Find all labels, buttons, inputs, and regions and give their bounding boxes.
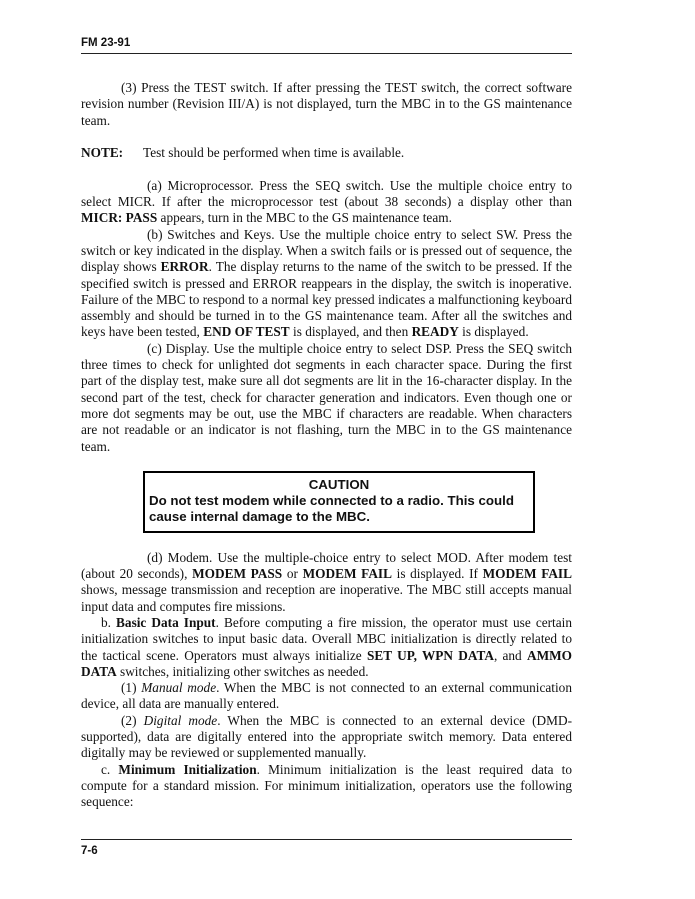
page-body bbox=[81, 80, 572, 810]
display-text-modem-fail-2: MODEM FAIL bbox=[482, 566, 572, 582]
switch-name-ammo-data: AMMO DATA bbox=[81, 647, 573, 679]
display-text-micr-pass: MICR: PASS bbox=[81, 210, 158, 226]
header-rule bbox=[81, 53, 572, 54]
display-text-modem-fail: MODEM FAIL bbox=[302, 566, 392, 582]
switch-names-setup-wpn: SET UP, WPN DATA bbox=[366, 647, 494, 663]
paragraph-3-test-switch: (3) Press the TEST switch. If after pressing the TEST switch, the correct software revision number (Revision III/A) is not displayed, turn the MBC in to the GS maintenance team. bbox=[81, 80, 572, 128]
note-label: NOTE: bbox=[81, 145, 124, 161]
paragraph-d-modem: (d) Modem. Use the multiple-choice entry to select MOD. After modem test (about 20 seconds), MODEM PASS or MODEM FAIL is displayed. If MODEM FAIL shows, message transmission and reception are inoperative. The MBC still accepts manual input data and computes fire missions. bbox=[81, 549, 572, 614]
section-c-minimum-initialization: c. Minimum Initialization. Minimum initialization is the least required data to compute for a standard mission. For minimum initialization, operators use the following sequence: bbox=[81, 761, 572, 810]
digital-mode-title: Digital mode bbox=[143, 712, 218, 728]
display-text-ready: READY bbox=[411, 324, 459, 340]
paragraph-c-display: (c) Display. Use the multiple choice entry to select DSP. Press the SEQ switch three times to check for unlighted dot segments in each character space. During the first part of the display test, make sure all dot segments are lit in the 16-character display. In the second part of the test, check for character generation and indicators. Even though one or more dot segments may be out, use the MBC if characters are readable. When characters are not readable or an indicator is not flashing, turn the MBC in to the GS maintenance team. bbox=[81, 340, 572, 454]
display-text-error: ERROR bbox=[160, 259, 209, 275]
note-block bbox=[81, 145, 572, 161]
section-b-title: Basic Data Input bbox=[116, 614, 216, 630]
manual-mode-title: Manual mode bbox=[141, 680, 217, 696]
caution-text: Do not test modem while connected to a radio. This could cause internal damage to the MBC. bbox=[149, 493, 514, 525]
note-text: Test should be performed when time is available. bbox=[143, 145, 405, 161]
display-text-modem-pass: MODEM PASS bbox=[192, 566, 283, 582]
paragraph-a-microprocessor: (a) Microprocessor. Press the SEQ switch. Use the multiple choice entry to select MICR. If after the microprocessor test (about 38 seconds) a display other than MICR: PASS appears, turn in the MBC to the GS maintenance team. bbox=[81, 177, 572, 226]
caution-box bbox=[143, 471, 535, 533]
paragraph-b-switches-keys: (b) Switches and Keys. Use the multiple choice entry to select SW. Press the switch or key indicated in the display. When a switch fails or is pressed out of sequence, the display shows ERROR. The display returns to the name of the switch to be pressed. If the specified switch is pressed and ERROR reappears in the display, the switch is inoperative. Failure of the MBC to respond to a normal key pressed indicates a malfunctioning keyboard assembly and should be turned in to the GS maintenance team. After all the switches and keys have been tested, END OF TEST is displayed, and then READY is displayed. bbox=[81, 226, 572, 340]
caution-title: CAUTION bbox=[308, 476, 370, 492]
paragraph-digital-mode: (2) Digital mode. When the MBC is connected to an external device (DMD-supported), data are digitally entered into the appropriate switch memory. Data entered digitally may be reviewed or supplemented manually. bbox=[81, 712, 572, 761]
page-number: 7-6 bbox=[81, 845, 98, 857]
footer-rule bbox=[81, 839, 572, 840]
paragraph-manual-mode: (1) Manual mode. When the MBC is not connected to an external communication device, all data are manually entered. bbox=[81, 680, 572, 712]
document-id: FM 23-91 bbox=[81, 37, 131, 49]
display-text-end-of-test: END OF TEST bbox=[203, 324, 290, 340]
section-b-basic-data-input: b. Basic Data Input. Before computing a fire mission, the operator must use certain initialization switches to input basic data. Overall MBC initialization is directly related to the tactical scene. Operators must always initialize SET UP, WPN DATA, and AMMO DATA switches, initializing other switches as needed. bbox=[81, 614, 573, 679]
section-c-title: Minimum Initialization bbox=[118, 761, 257, 777]
